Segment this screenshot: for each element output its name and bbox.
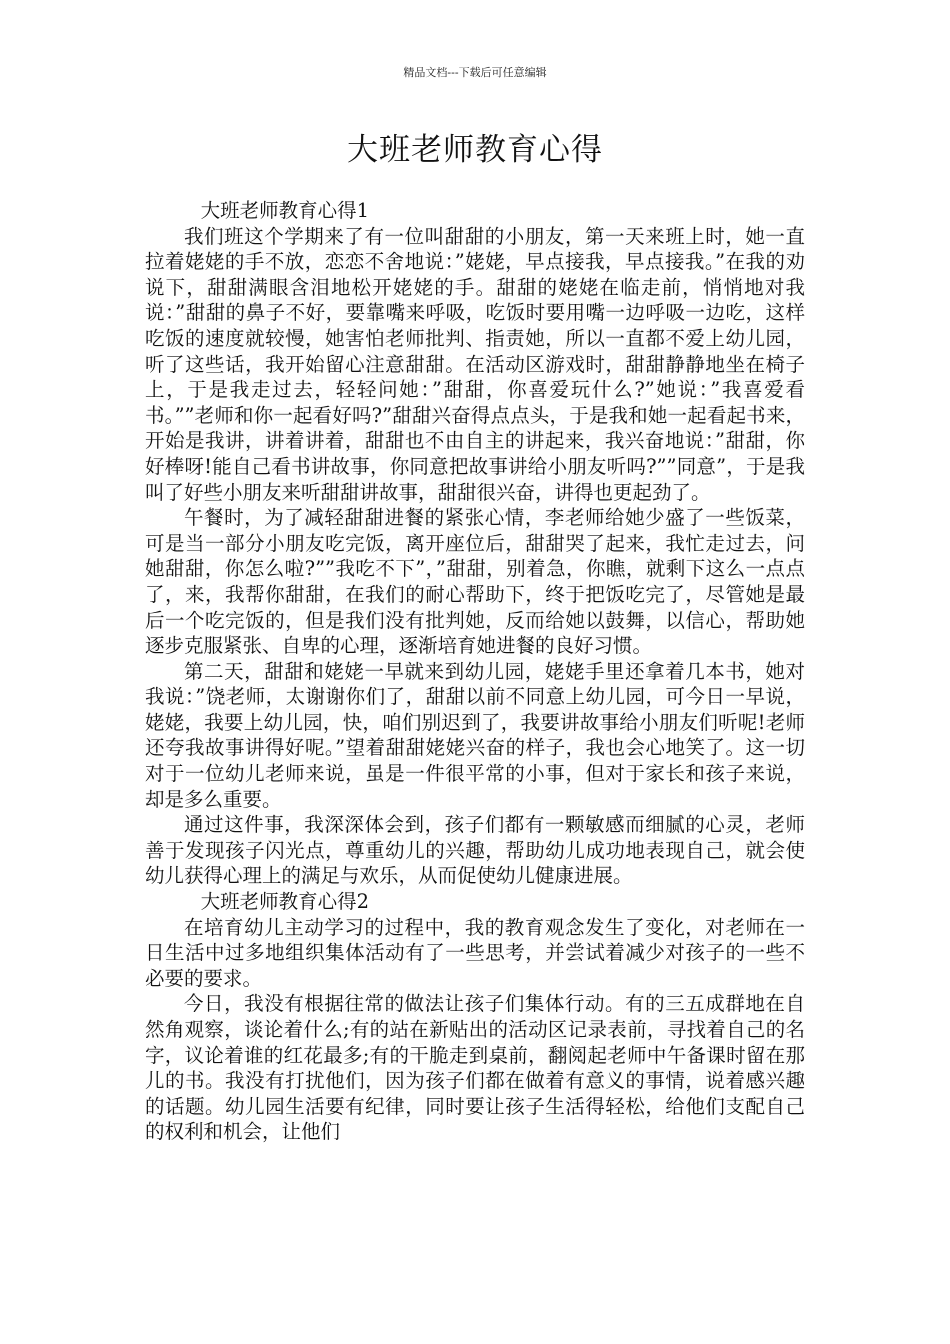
body-paragraph: 今日，我没有根据往常的做法让孩子们集体行动。有的三五成群地在自然角观察，谈论着什么;有的站在新贴出的活动区记录表前，寻找着自己的名字，议论着谁的红花最多;有的干脆走到桌前，翻阅起老师中午备课时留在那儿的书。我没有打扰他们，因为孩子们都在做着有意义的事情，说着感兴趣的话题。幼儿园生活要有纪律，同时要让孩子生活得轻松，给他们支配自己的权利和机会，让他们 bbox=[145, 992, 805, 1144]
section-heading: 大班老师教育心得2 bbox=[200, 890, 369, 914]
body-paragraph: 通过这件事，我深深体会到，孩子们都有一颗敏感而细腻的心灵，老师善于发现孩子闪光点，尊重幼儿的兴趣，帮助幼儿成功地表现自己，就会使幼儿获得心理上的满足与欢乐，从而促使幼儿健康进展。 bbox=[145, 813, 805, 888]
body-paragraph: 第二天，甜甜和姥姥一早就来到幼儿园，姥姥手里还拿着几本书，她对我说：”饶老师，太谢谢你们了，甜甜以前不同意上幼儿园，可今日一早说，姥姥，我要上幼儿园，快，咱们别迟到了，我要讲故事给小朋友们听呢!老师还夸我故事讲得好呢。”望着甜甜姥姥兴奋的样子，我也会心地笑了。这一切对于一位幼儿老师来说，虽是一件很平常的小事，但对于家长和孩子来说，却是多么重要。 bbox=[145, 659, 805, 811]
document-title: 大班老师教育心得 bbox=[347, 132, 603, 168]
body-paragraph: 在培育幼儿主动学习的过程中，我的教育观念发生了变化，对老师在一日生活中过多地组织集体活动有了一些思考，并尝试着减少对孩子的一些不必要的要求。 bbox=[145, 915, 805, 990]
document-body bbox=[145, 198, 805, 1145]
page-header-note: 精品文档---下载后可任意编辑 bbox=[403, 66, 547, 79]
body-paragraph: 我们班这个学期来了有一位叫甜甜的小朋友，第一天来班上时，她一直拉着姥姥的手不放，恋恋不舍地说：”姥姥，早点接我，早点接我。”在我的劝说下，甜甜满眼含泪地松开姥姥的手。甜甜的姥姥在临走前，悄悄地对我说：”甜甜的鼻子不好，要靠嘴来呼吸，吃饭时要用嘴一边呼吸一边吃，这样吃饭的速度就较慢，她害怕老师批判、指责她，所以一直都不爱上幼儿园，听了这些话，我开始留心注意甜甜。在活动区游戏时，甜甜静静地坐在椅子上，于是我走过去，轻轻问她：”甜甜，你喜爱玩什么?”她说：”我喜爱看书。””老师和你一起看好吗?”甜甜兴奋得点点头，于是我和她一起看起书来，开始是我讲，讲着讲着，甜甜也不由自主的讲起来，我兴奋地说：”甜甜，你好棒呀!能自己看书讲故事，你同意把故事讲给小朋友听吗?””同意”，于是我叫了好些小朋友来听甜甜讲故事，甜甜很兴奋，讲得也更起劲了。 bbox=[145, 224, 805, 504]
body-paragraph: 午餐时，为了减轻甜甜进餐的紧张心情，李老师给她少盛了一些饭菜，可是当一部分小朋友吃完饭，离开座位后，甜甜哭了起来，我忙走过去，问她甜甜，你怎么啦?””我吃不下”，”甜甜，别着急，你瞧，就剩下这么一点点了，来，我帮你甜甜，在我们的耐心帮助下，终于把饭吃完了，尽管她是最后一个吃完饭的，但是我们没有批判她，反而给她以鼓舞，以信心，帮助她逐步克服紧张、自卑的心理，逐渐培育她进餐的良好习惯。 bbox=[145, 506, 805, 658]
section-heading: 大班老师教育心得1 bbox=[200, 199, 369, 222]
